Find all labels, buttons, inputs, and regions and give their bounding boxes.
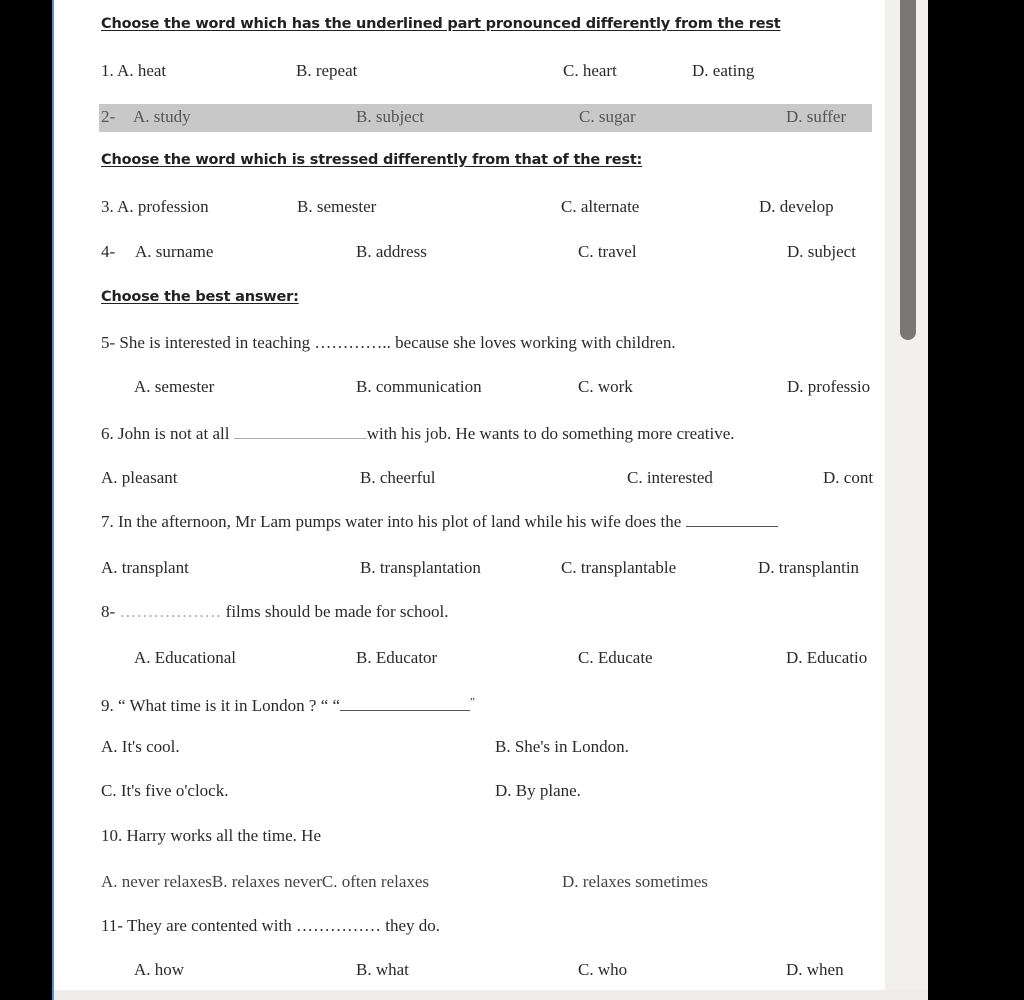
q6-stem — [101, 424, 735, 444]
q6-option-b: B. cheerful — [360, 468, 436, 487]
q4-option-b: B. address — [356, 242, 427, 261]
q5-option-d: D. professio — [787, 377, 871, 396]
q10-stem: 10. Harry works all the time. He — [101, 826, 321, 845]
q7-option-b: B. transplantation — [360, 558, 481, 577]
q1-option-b: B. repeat — [296, 61, 358, 80]
q4-option-d: D. subject — [787, 242, 856, 261]
q2-option-a: A. study — [133, 107, 191, 126]
q2-option-b: B. subject — [356, 107, 424, 126]
q2-number: 2- — [101, 107, 116, 126]
q5-stem-end: because she loves working with children. — [390, 333, 676, 352]
q7-stem-start: 7. In the afternoon, Mr Lam pumps water into his plot of land while his wife does the — [101, 512, 686, 531]
left-background — [0, 0, 52, 1000]
q11-stem — [101, 916, 440, 936]
q5-option-b: B. communication — [356, 377, 482, 396]
q5-stem — [101, 333, 676, 353]
q7-blank[interactable] — [686, 525, 778, 527]
document-page — [54, 0, 885, 990]
q4-number: 4- — [101, 242, 116, 261]
q3-label-a: 3. A. profession — [101, 197, 209, 216]
q8-option-a: A. Educational — [134, 648, 236, 667]
q6-option-a: A. pleasant — [101, 468, 178, 487]
scrollbar-thumb[interactable] — [900, 0, 916, 340]
right-background — [928, 0, 1024, 1000]
q3-option-c: C. alternate — [561, 197, 640, 216]
heading-pronunciation: Choose the word which has the underlined part pronounced differently from the rest — [101, 16, 781, 32]
q4-option-c: C. travel — [578, 242, 637, 261]
q8-blank[interactable]: ……………… — [119, 602, 222, 621]
q11-option-d: D. when — [786, 960, 844, 979]
q5-stem-start: 5- She is interested in teaching — [101, 333, 315, 352]
q9-option-a: A. It's cool. — [101, 737, 180, 756]
q11-option-a: A. how — [134, 960, 185, 979]
q5-option-a: A. semester — [134, 377, 215, 396]
q5-option-c: C. work — [578, 377, 633, 396]
q11-stem-end: they do. — [380, 916, 440, 935]
q9-stem — [101, 692, 475, 716]
q1-option-c: C. heart — [563, 61, 617, 80]
q10-option-d: D. relaxes sometimes — [562, 872, 708, 891]
q8-stem-start: 8- — [101, 602, 120, 621]
q8-option-c: C. Educate — [578, 648, 653, 667]
q9-blank[interactable] — [340, 709, 470, 711]
q11-stem-start: 11- They are contented with — [101, 916, 296, 935]
q3-option-d: D. develop — [759, 197, 834, 216]
q6-blank[interactable] — [234, 437, 367, 439]
q9-option-d: D. By plane. — [495, 781, 581, 800]
q2-option-d: D. suffer — [786, 107, 847, 126]
q1-option-d: D. eating — [692, 61, 755, 80]
q7-option-c: C. transplantable — [561, 558, 677, 577]
q11-option-b: B. what — [356, 960, 409, 979]
q9-option-b: B. She's in London. — [495, 737, 629, 756]
q4-option-a: A. surname — [135, 242, 214, 261]
q3-option-b: B. semester — [297, 197, 377, 216]
q9-option-c: C. It's five o'clock. — [101, 781, 229, 800]
q7-stem — [101, 512, 778, 532]
q9-stem-end: ” — [470, 696, 475, 708]
q8-option-d: D. Educatio — [786, 648, 868, 667]
q7-option-d: D. transplantin — [758, 558, 860, 577]
heading-stress: Choose the word which is stressed differently from that of the rest: — [101, 152, 643, 168]
bottom-strip — [54, 990, 928, 1000]
q6-option-c: C. interested — [627, 468, 713, 487]
q11-option-c: C. who — [578, 960, 628, 979]
q5-blank[interactable]: ………….. — [314, 333, 391, 352]
heading-best-answer: Choose the best answer: — [101, 289, 299, 305]
q8-option-b: B. Educator — [356, 648, 438, 667]
q6-stem-end: with his job. He wants to do something more creative. — [366, 424, 735, 443]
q7-option-a: A. transplant — [101, 558, 189, 577]
q8-stem — [101, 602, 449, 622]
q8-stem-end: films should be made for school. — [221, 602, 449, 621]
q2-option-c: C. sugar — [579, 107, 636, 126]
q9-stem-start: 9. “ What time is it in London ? “ “ — [101, 696, 341, 715]
q11-blank[interactable]: …………… — [295, 916, 381, 935]
q6-option-d: D. cont — [823, 468, 874, 487]
q1-label-a: 1. A. heat — [101, 61, 167, 80]
q6-stem-start: 6. John is not at all — [101, 424, 234, 443]
q10-options-abc: A. never relaxesB. relaxes neverC. often relaxes — [101, 872, 430, 891]
q2-highlight — [99, 104, 872, 132]
